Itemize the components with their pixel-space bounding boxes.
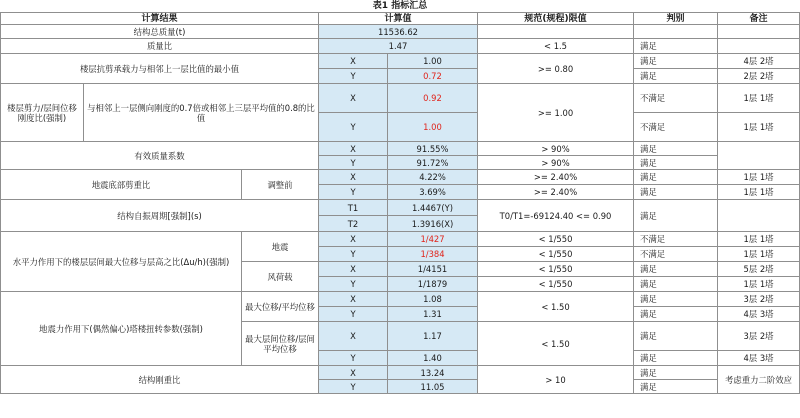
limit-cell: >= 2.40%: [478, 185, 634, 200]
value-cell: 11.05: [388, 380, 478, 394]
limit-cell: < 1.5: [478, 39, 634, 54]
value-cell: 1.40: [388, 351, 478, 366]
direction-cell: Y: [319, 113, 388, 142]
group-label: 楼层剪力/层间位移刚度比(强制): [1, 84, 84, 142]
row-label: 水平力作用下的楼层层间最大位移与层高之比(Δu/h)(强制): [1, 232, 242, 292]
row-label: 质量比: [1, 39, 319, 54]
header-note: 备注: [718, 13, 800, 25]
judge-cell: 满足: [634, 170, 718, 185]
judge-cell: 满足: [634, 156, 718, 170]
direction-cell: Y: [319, 277, 388, 292]
row-label: 结构自振周期[强制](s): [1, 200, 319, 232]
judge-cell: 满足: [634, 307, 718, 322]
note-cell: 1层 1塔: [718, 185, 800, 200]
limit-cell: T0/T1=-69124.40 <= 0.90: [478, 200, 634, 232]
note-cell: 4层 2塔: [718, 54, 800, 69]
value-cell: 1.00: [388, 54, 478, 69]
note-cell: [718, 142, 800, 170]
judge-cell: 不满足: [634, 247, 718, 262]
judge-cell: 满足: [634, 142, 718, 156]
note-cell: [718, 39, 800, 54]
table-row: [1, 366, 800, 380]
judge-cell: 满足: [634, 200, 718, 232]
note-cell: 1层 1塔: [718, 277, 800, 292]
limit-cell: >= 2.40%: [478, 170, 634, 185]
limit-cell: < 1/550: [478, 232, 634, 247]
row-label: 与相邻上一层侧向刚度的0.7倍或相邻上三层平均值的0.8的比值: [84, 84, 319, 142]
sub-label: 地震: [242, 232, 319, 262]
value-cell: 1.31: [388, 307, 478, 322]
table-row: [1, 142, 800, 156]
header-limit: 规范(规程)限值: [478, 13, 634, 25]
header-value: 计算值: [319, 13, 478, 25]
limit-cell: > 10: [478, 366, 634, 394]
direction-cell: X: [319, 322, 388, 351]
table-caption: 表1 指标汇总: [372, 1, 428, 11]
direction-cell: X: [319, 292, 388, 307]
value-cell: 1.47: [319, 39, 478, 54]
limit-cell: < 1/550: [478, 247, 634, 262]
direction-cell: X: [319, 142, 388, 156]
value-cell: 11536.62: [319, 25, 478, 39]
value-cell: 1.17: [388, 322, 478, 351]
judge-cell: 满足: [634, 39, 718, 54]
direction-cell: Y: [319, 380, 388, 394]
limit-cell: > 90%: [478, 156, 634, 170]
table-row: [1, 84, 800, 113]
value-cell: 91.72%: [388, 156, 478, 170]
direction-cell: X: [319, 232, 388, 247]
header-judge: 判别: [634, 13, 718, 25]
note-cell: 3层 2塔: [718, 322, 800, 351]
value-cell: 1/384: [388, 247, 478, 262]
limit-cell: [478, 25, 634, 39]
note-cell: [718, 25, 800, 39]
value-cell: 3.69%: [388, 185, 478, 200]
table-row: [1, 232, 800, 247]
limit-cell: >= 1.00: [478, 84, 634, 142]
limit-cell: < 1.50: [478, 322, 634, 366]
judge-cell: [634, 25, 718, 39]
table-row: [1, 54, 800, 69]
judge-cell: 满足: [634, 185, 718, 200]
direction-cell: Y: [319, 307, 388, 322]
row-label: 结构总质量(t): [1, 25, 319, 39]
direction-cell: Y: [319, 156, 388, 170]
row-label: 有效质量系数: [1, 142, 319, 170]
note-cell: 1层 1塔: [718, 170, 800, 185]
table-row: [1, 39, 800, 54]
note-cell: [718, 200, 800, 232]
row-label: 地震力作用下(偶然偏心)塔楼扭转参数(强制): [1, 292, 242, 366]
table-row: [1, 170, 800, 185]
direction-cell: X: [319, 366, 388, 380]
note-cell: 1层 1塔: [718, 232, 800, 247]
judge-cell: 不满足: [634, 232, 718, 247]
judge-cell: 满足: [634, 292, 718, 307]
direction-cell: Y: [319, 351, 388, 366]
judge-cell: 满足: [634, 277, 718, 292]
direction-cell: Y: [319, 247, 388, 262]
value-cell: 1.00: [388, 113, 478, 142]
table-row: [1, 292, 800, 307]
direction-cell: X: [319, 54, 388, 69]
judge-cell: 满足: [634, 322, 718, 351]
value-cell: 1.08: [388, 292, 478, 307]
note-cell: 4层 3塔: [718, 351, 800, 366]
value-cell: 1.4467(Y): [388, 200, 478, 216]
value-cell: 4.22%: [388, 170, 478, 185]
value-cell: 0.72: [388, 69, 478, 84]
table-row: [1, 25, 800, 39]
judge-cell: 不满足: [634, 113, 718, 142]
limit-cell: < 1/550: [478, 277, 634, 292]
value-cell: 13.24: [388, 366, 478, 380]
judge-cell: 满足: [634, 54, 718, 69]
indicator-summary-table: [0, 12, 800, 394]
sub-label: 风荷载: [242, 262, 319, 292]
value-cell: 1/427: [388, 232, 478, 247]
direction-cell: T2: [319, 216, 388, 232]
header-result: 计算结果: [1, 13, 319, 25]
note-cell: 5层 2塔: [718, 262, 800, 277]
sub-label: 最大位移/平均位移: [242, 292, 319, 322]
table-row: [1, 200, 800, 216]
judge-cell: 满足: [634, 351, 718, 366]
value-cell: 1/1879: [388, 277, 478, 292]
note-cell: 考虑重力二阶效应: [718, 366, 800, 394]
note-cell: 1层 1塔: [718, 247, 800, 262]
limit-cell: < 1/550: [478, 262, 634, 277]
value-cell: 0.92: [388, 84, 478, 113]
direction-cell: X: [319, 84, 388, 113]
limit-cell: > 90%: [478, 142, 634, 156]
note-cell: 1层 1塔: [718, 84, 800, 113]
value-cell: 1.3916(X): [388, 216, 478, 232]
judge-cell: 满足: [634, 380, 718, 394]
row-label: 结构刚重比: [1, 366, 319, 394]
note-cell: 1层 1塔: [718, 113, 800, 142]
row-label: 地震底部剪重比: [1, 170, 242, 200]
judge-cell: 不满足: [634, 84, 718, 113]
row-label: 楼层抗剪承载力与相邻上一层比值的最小值: [1, 54, 319, 84]
direction-cell: X: [319, 262, 388, 277]
note-cell: 3层 2塔: [718, 292, 800, 307]
direction-cell: X: [319, 170, 388, 185]
note-cell: 2层 2塔: [718, 69, 800, 84]
judge-cell: 满足: [634, 69, 718, 84]
value-cell: 91.55%: [388, 142, 478, 156]
note-cell: 4层 3塔: [718, 307, 800, 322]
header-row: [1, 13, 800, 25]
judge-cell: 满足: [634, 262, 718, 277]
direction-cell: Y: [319, 185, 388, 200]
sub-label: 最大层间位移/层间平均位移: [242, 322, 319, 366]
limit-cell: < 1.50: [478, 292, 634, 322]
direction-cell: T1: [319, 200, 388, 216]
judge-cell: 满足: [634, 366, 718, 380]
direction-cell: Y: [319, 69, 388, 84]
limit-cell: >= 0.80: [478, 54, 634, 84]
value-cell: 1/4151: [388, 262, 478, 277]
sub-label: 调整前: [242, 170, 319, 200]
